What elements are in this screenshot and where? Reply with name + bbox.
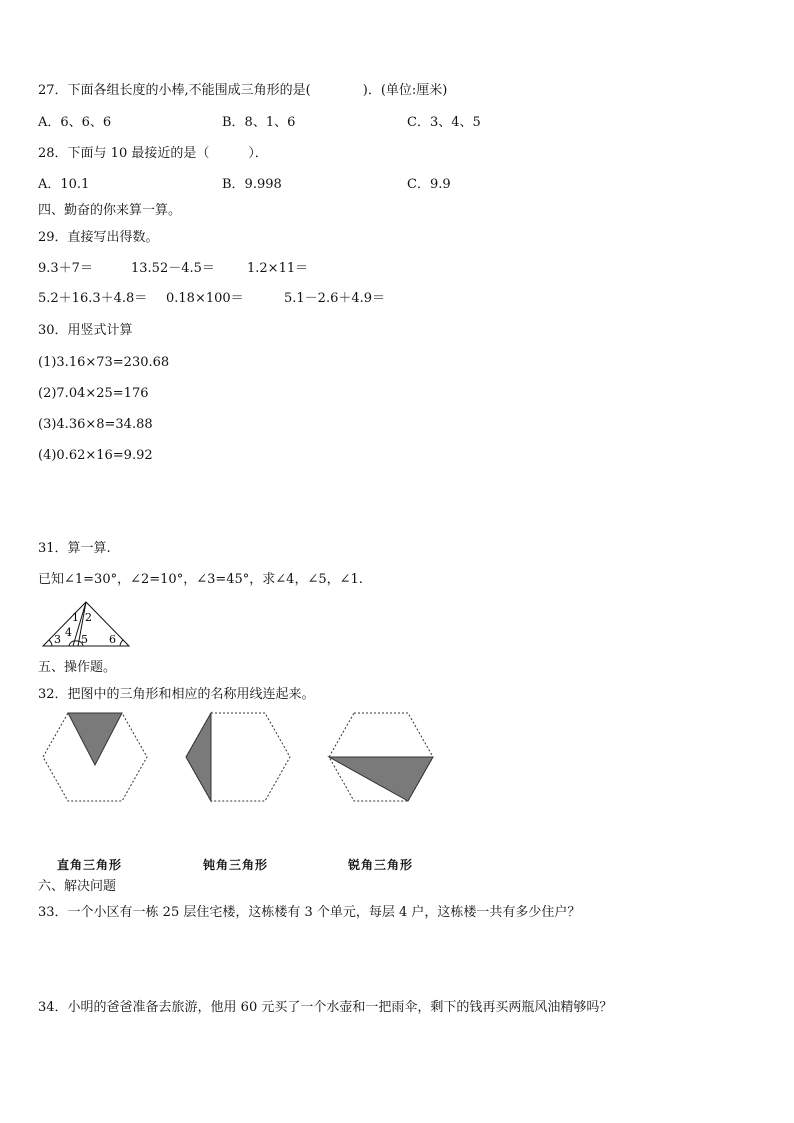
- angle-label-2: 2: [85, 611, 92, 624]
- q27-option-b: B．8、1、6: [222, 115, 296, 130]
- q29-item: 0.18×100＝: [166, 291, 244, 306]
- q33-stem: 33．一个小区有一栋 25 层住宅楼，这栋楼有 3 个单元，每层 4 户，这栋楼一共有多少住户？: [38, 905, 581, 920]
- angle-label-4: 4: [65, 626, 72, 639]
- q27-stem: 27．下面各组长度的小棒,不能围成三角形的是( )．(单位:厘米): [38, 83, 448, 98]
- q27-option-a: A．6、6、6: [38, 115, 112, 130]
- q30-stem: 30．用竖式计算: [38, 323, 133, 338]
- q27-option-c: C．3、4、5: [407, 115, 481, 130]
- section-6-heading: 六、解决问题: [38, 879, 117, 894]
- q34-stem: 34．小明的爸爸准备去旅游，他用 60 元买了一个水壶和一把雨伞，剩下的钱再买两瓶风油精够吗？: [38, 1000, 613, 1015]
- q29-item: 9.3＋7＝: [38, 261, 93, 276]
- q32-stem: 32．把图中的三角形和相应的名称用线连起来。: [38, 687, 315, 702]
- label-obtuse-triangle: 钝角三角形: [203, 858, 269, 872]
- q28-stem: 28．下面与 10 最接近的是（ ）．: [38, 146, 268, 161]
- q30-item: (1)3.16×73=230.68: [38, 355, 170, 370]
- hexagon-figure-2: [183, 710, 293, 805]
- angle-label-3: 3: [54, 633, 61, 646]
- angle-label-6: 6: [109, 633, 116, 646]
- hexagon-figure-3: [326, 710, 436, 805]
- q29-item: 13.52－4.5＝: [131, 261, 215, 276]
- q29-item: 5.1－2.6＋4.9＝: [284, 291, 386, 306]
- q30-item: (4)0.62×16=9.92: [38, 448, 153, 463]
- section-5-heading: 五、操作题。: [38, 660, 117, 675]
- q29-item: 5.2＋16.3＋4.8＝: [38, 291, 148, 306]
- q30-item: (3)4.36×8=34.88: [38, 417, 153, 432]
- q28-option-c: C．9.9: [407, 177, 451, 192]
- q28-option-b: B．9.998: [222, 177, 282, 192]
- angle-triangle-figure: [40, 600, 132, 650]
- q30-item: (2)7.04×25=176: [38, 386, 149, 401]
- q28-option-a: A．10.1: [38, 177, 90, 192]
- angle-label-5: 5: [81, 633, 88, 646]
- hexagon-figure-1: [40, 710, 150, 805]
- angle-label-1: 1: [72, 611, 79, 624]
- q29-stem: 29．直接写出得数。: [38, 230, 159, 245]
- q29-item: 1.2×11＝: [247, 261, 309, 276]
- label-acute-triangle: 锐角三角形: [348, 858, 414, 872]
- section-4-heading: 四、勤奋的你来算一算。: [38, 203, 182, 218]
- q31-given: 已知∠1=30°，∠2=10°，∠3=45°，求∠4，∠5，∠1.: [38, 572, 363, 587]
- q31-stem: 31．算一算.: [38, 541, 111, 556]
- label-right-triangle: 直角三角形: [57, 858, 123, 872]
